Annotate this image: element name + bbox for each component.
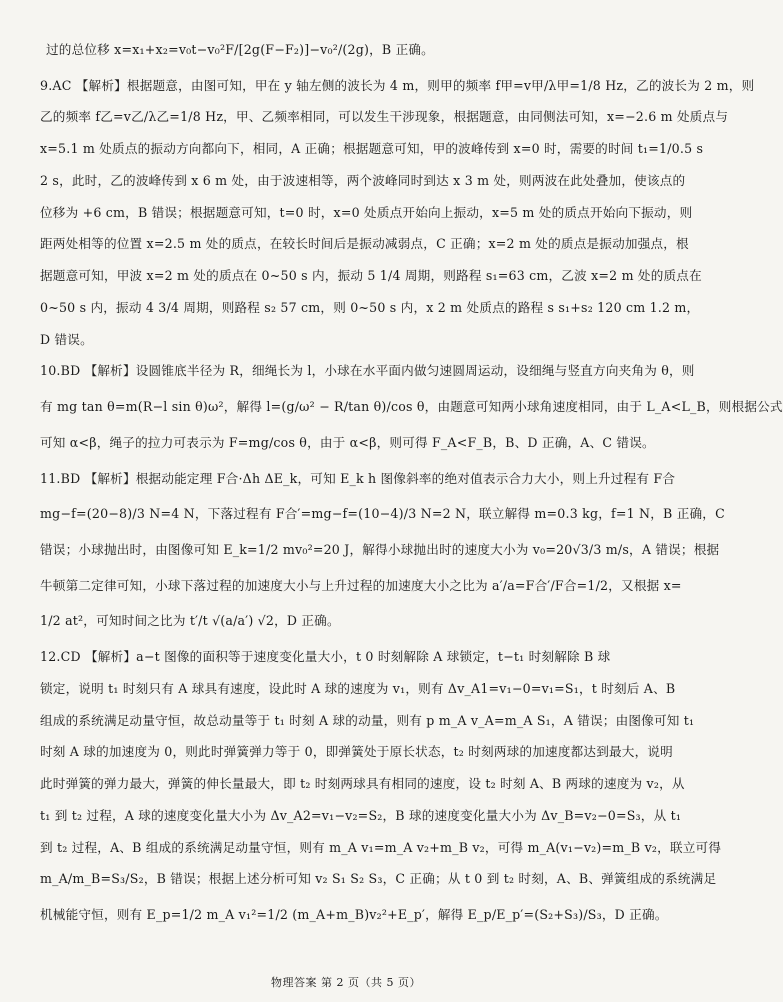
q10-line-1: 10.BD 【解析】设圆锥底半径为 R，细绳长为 l，小球在水平面内做匀速圆周运动，设细绳与竖直方向夹角为 θ，则 bbox=[40, 363, 695, 379]
q11-line-3: 错误；小球抛出时，由图像可知 E_k=1/2 mv₀²=20 J，解得小球抛出时的速度大小为 v₀=20√3/3 m/s，A 错误；根据 bbox=[40, 542, 720, 558]
q11-line-1: 11.BD 【解析】根据动能定理 F合·Δh ΔE_k，可知 E_k h 图像斜率的绝对值表示合力大小，则上升过程有 F合 bbox=[40, 470, 676, 486]
q11-line-4: 牛顿第二定律可知，小球下落过程的加速度大小与上升过程的加速度大小之比为 a′/a=F合′/F合=1/2，又根据 x= bbox=[40, 577, 682, 593]
q9-line-3: x=5.1 m 处质点的振动方向都向下，相同，A 正确；根据题意可知，甲的波峰传到 x=0 时，需要的时间 t₁=1/0.5 s bbox=[40, 141, 704, 157]
q12-line-5: 此时弹簧的弹力最大，弹簧的伸长量最大，即 t₂ 时刻两球具有相同的速度，设 t₂ 时刻 A、B 两球的速度为 v₂，从 bbox=[40, 776, 685, 792]
q9-line-9: D 错误。 bbox=[40, 331, 93, 347]
q10-line-2: 有 mg tan θ=m(R−l sin θ)ω²，解得 l=(g/ω² − R/tan θ)/cos θ，由题意可知两小球角速度相同，由于 L_A<L_B，则根据公式 bbox=[40, 399, 783, 415]
q11-line-5: 1/2 at²，可知时间之比为 t′/t √(a/a′) √2，D 正确。 bbox=[40, 613, 340, 629]
q12-line-6: t₁ 到 t₂ 过程，A 球的速度变化量大小为 Δv_A2=v₁−v₂=S₂，B 球的速度变化量大小为 Δv_B=v₂−0=S₃，从 t₁ bbox=[40, 807, 682, 823]
q9-line-2: 乙的频率 f乙=v乙/λ乙=1/8 Hz，甲、乙频率相同，可以发生干涉现象，根据题意，由同侧法可知，x=−2.6 m 处质点与 bbox=[40, 109, 729, 125]
q12-line-9: 机械能守恒，则有 E_p=1/2 m_A v₁²=1/2 (m_A+m_B)v₂²+E_p′，解得 E_p/E_p′=(S₂+S₃)/S₃，D 正确。 bbox=[40, 907, 668, 923]
q9-line-1: 9.AC 【解析】根据题意，由图可知，甲在 y 轴左侧的波长为 4 m，则甲的频率 f甲=v甲/λ甲=1/8 Hz，乙的波长为 2 m，则 bbox=[40, 77, 755, 93]
q9-line-4: 2 s，此时，乙的波峰传到 x 6 m 处，由于波速相等，两个波峰同时到达 x 3 m 处，则两波在此处叠加，使该点的 bbox=[40, 172, 686, 188]
q12-line-2: 锁定，说明 t₁ 时刻只有 A 球具有速度，设此时 A 球的速度为 v₁，则有 Δv_A1=v₁−0=v₁=S₁，t 时刻后 A、B bbox=[40, 680, 676, 696]
q9-line-8: 0~50 s 内，振动 4 3/4 周期，则路程 s₂ 57 cm，则 0~50 s 内，x 2 m 处质点的路程 s s₁+s₂ 120 cm 1.2 m， bbox=[40, 299, 700, 315]
text-line-1: 过的总位移 x=x₁+x₂=v₀t−v₀²F/[2g(F−F₂)]−v₀²/(2g)，B 正确。 bbox=[46, 42, 434, 57]
q12-line-4: 时刻 A 球的加速度为 0，则此时弹簧弹力等于 0，即弹簧处于原长状态，t₂ 时刻两球的加速度都达到最大，说明 bbox=[40, 744, 673, 760]
q12-line-7: 到 t₂ 过程，A、B 组成的系统满足动量守恒，则有 m_A v₁=m_A v₂+m_B v₂，可得 m_A(v₁−v₂)=m_B v₂，联立可得 bbox=[40, 839, 722, 855]
q11-line-2: mg−f=(20−8)/3 N=4 N，下落过程有 F合′=mg−f=(10−4)/3 N=2 N，联立解得 m=0.3 kg，f=1 N，B 正确，C bbox=[40, 506, 725, 522]
q12-line-3: 组成的系统满足动量守恒，故总动量等于 t₁ 时刻 A 球的动量，则有 p m_A v_A=m_A S₁，A 错误；由图像可知 t₁ bbox=[40, 712, 695, 728]
q10-line-3: 可知 α<β，绳子的拉力可表示为 F=mg/cos θ，由于 α<β，则可得 F_A<F_B，B、D 正确，A、C 错误。 bbox=[40, 434, 655, 450]
q12-line-1: 12.CD 【解析】a−t 图像的面积等于速度变化量大小，t 0 时刻解除 A 球锁定，t−t₁ 时刻解除 B 球 bbox=[40, 649, 611, 665]
q12-line-8: m_A/m_B=S₃/S₂，B 错误；根据上述分析可知 v₂ S₁ S₂ S₃，C 正确；从 t 0 到 t₂ 时刻，A、B、弹簧组成的系统满足 bbox=[40, 871, 717, 887]
q9-line-6: 距两处相等的位置 x=2.5 m 处的质点，在较长时间后是振动减弱点，C 正确；x=2 m 处的质点是振动加强点，根 bbox=[40, 236, 689, 252]
page-footer: 物理答案 第 2 页（共 5 页） bbox=[271, 976, 421, 989]
q9-line-5: 位移为 +6 cm，B 错误；根据题意可知，t=0 时，x=0 处质点开始向上振动，x=5 m 处的质点开始向下振动，则 bbox=[40, 204, 693, 220]
q9-line-7: 据题意可知，甲波 x=2 m 处的质点在 0~50 s 内，振动 5 1/4 周期，则路程 s₁=63 cm，乙波 x=2 m 处的质点在 bbox=[40, 268, 702, 284]
